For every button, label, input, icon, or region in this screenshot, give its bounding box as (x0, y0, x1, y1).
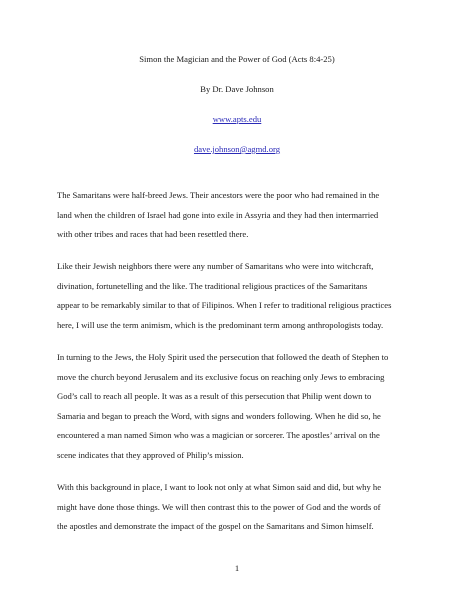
paragraph-line: The Samaritans were half-breed Jews. Their ancestors were the poor who had remained in the (57, 190, 380, 200)
paragraph-4 (57, 478, 429, 537)
email-link[interactable] (0, 144, 474, 154)
website-link-text[interactable]: www.apts.edu (212, 114, 262, 124)
paragraph-3 (57, 348, 429, 466)
author-byline: By Dr. Dave Johnson (200, 84, 274, 94)
paragraph-line: encountered a man named Simon who was a magician or sorcerer. The apostles’ arrival on the (57, 430, 380, 441)
paragraph-line: the apostles and demonstrate the impact of the gospel on the Samaritans and Simon himself. (57, 521, 374, 532)
page-number: 1 (234, 563, 240, 573)
paragraph-line: With this background in place, I want to look not only at what Simon said and did, but why he (57, 482, 382, 492)
document-title: Simon the Magician and the Power of God (Acts 8:4-25) (139, 54, 335, 64)
paragraph-line: In turning to the Jews, the Holy Spirit used the persecution that followed the death of Stephen to (57, 352, 389, 362)
paragraph-line: appear to be remarkably similar to that of Filipinos. When I refer to traditional religious practices (57, 300, 392, 311)
paragraph-line: divination, fortunetelling and the like. The traditional religious practices of the Samaritans (57, 280, 368, 291)
email-link-text[interactable]: dave.johnson@agmd.org (193, 144, 281, 154)
paragraph-line: land when the children of Israel had gone into exile in Assyria and they had then intermarried (57, 209, 379, 220)
website-link[interactable] (0, 114, 474, 124)
paragraph-1 (57, 186, 429, 245)
paragraph-2 (57, 257, 429, 335)
paragraph-line: move the church beyond Jerusalem and its exclusive focus on reaching only Jews to embracing (57, 371, 385, 382)
paragraph-line: might have done those things. We will then contrast this to the power of God and the words of (57, 501, 381, 512)
paragraph-line: Samaria and began to preach the Word, with signs and wonders following. When he did so, he (57, 410, 381, 421)
paragraph-line: here, I will use the term animism, which is the predominant term among anthropologists today. (57, 319, 384, 330)
paragraph-line: with other tribes and races that had been resettled there. (57, 229, 249, 240)
paragraph-line: God’s call to reach all people. It was as a result of this persecution that Philip went down to (57, 391, 372, 402)
paragraph-line: Like their Jewish neighbors there were any number of Samaritans who were into witchcraft, (57, 261, 374, 271)
paragraph-line: scene indicates that they approved of Philip’s mission. (57, 449, 244, 460)
